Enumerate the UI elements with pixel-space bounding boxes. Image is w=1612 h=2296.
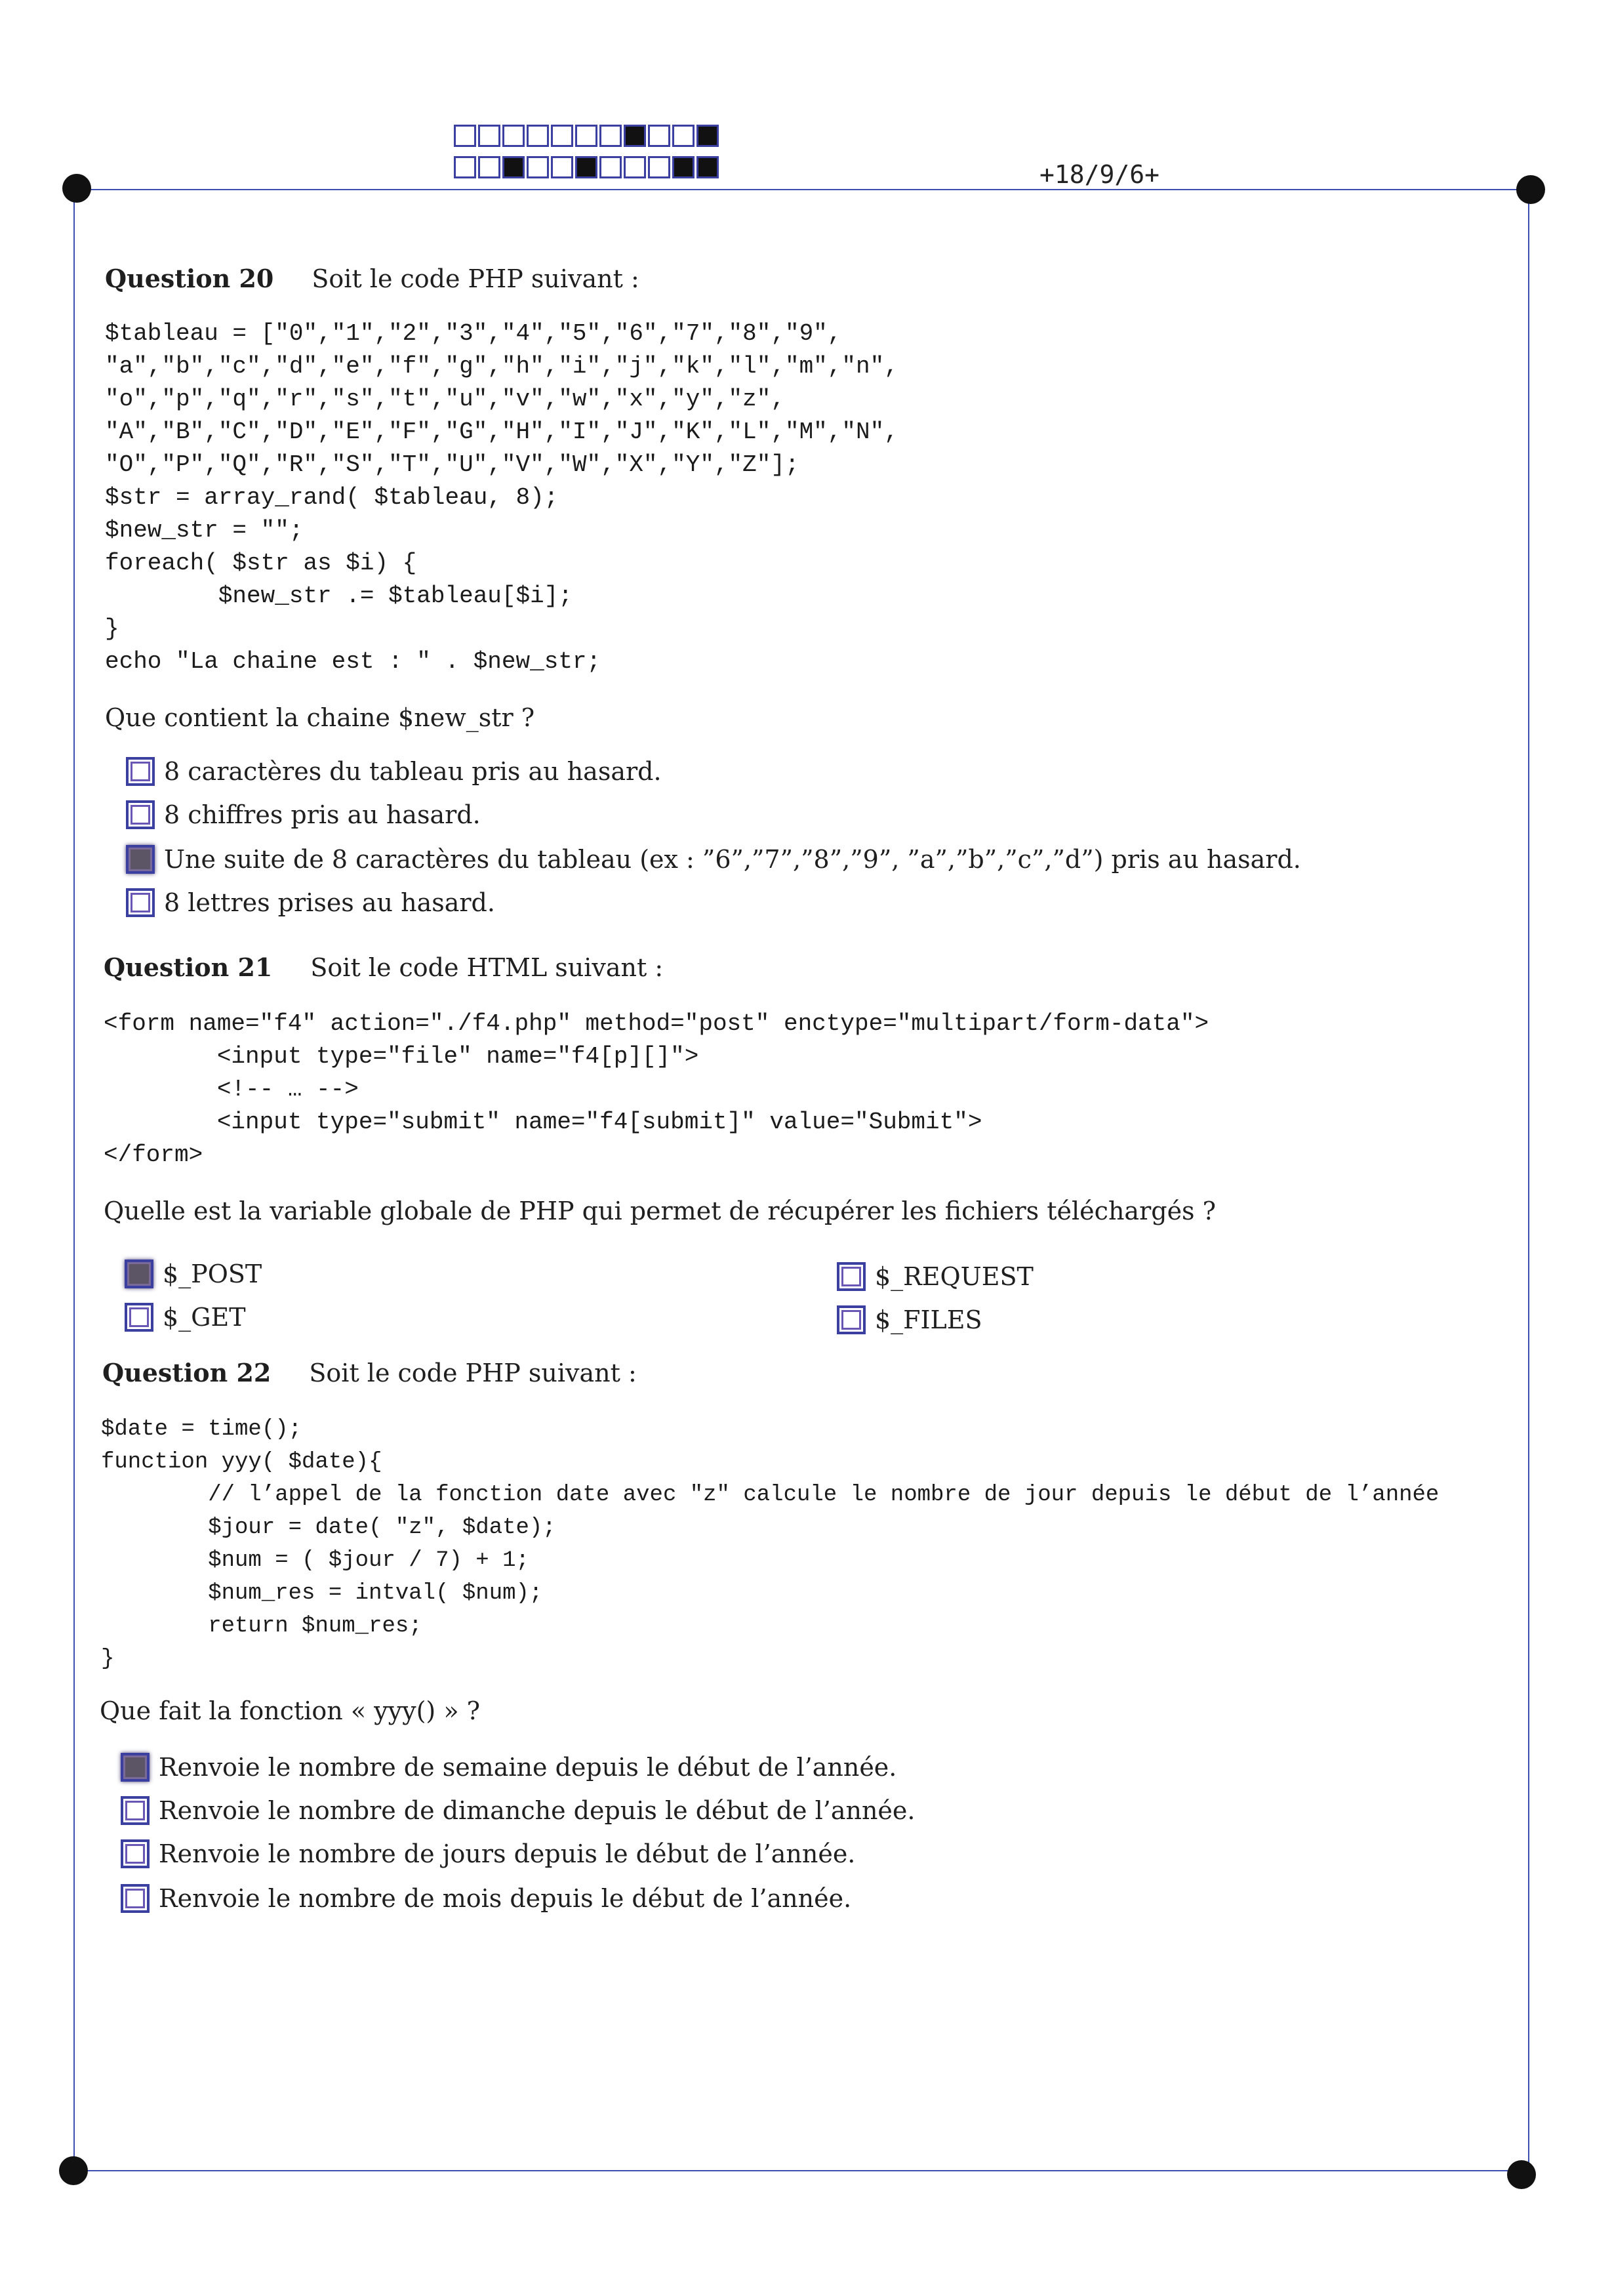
barcode-cell: [696, 125, 719, 147]
barcode-cell: [672, 156, 695, 178]
q20-option-4[interactable]: [126, 888, 495, 917]
q20-option-3[interactable]: [126, 845, 1301, 874]
q20-option-2[interactable]: [126, 800, 481, 829]
barcode-cell: [624, 156, 646, 178]
question-20-code: $tableau = ["0","1","2","3","4","5","6","7","8","9", "a","b","c","d","e","f","g","h","i","j","k","l","m","n", "o","p","q","r","s","t","u","v","w","x","y","z", "A","B","C","D","E","F","G","H","I","J","K","L","M","N", "O","P","Q","R","S","T","U","V","W","X","Y","Z"]; $str = array_rand( $tableau, 8); $new_str = ""; foreach( $str as $i) { $new_str .= $tableau[$i]; } echo "La chaine est : " . $new_str;: [105, 320, 898, 675]
q21-option-1[interactable]: [125, 1260, 262, 1288]
checkbox[interactable]: [126, 888, 155, 917]
barcode-cell: [648, 156, 670, 178]
barcode-cell: [575, 125, 597, 147]
checkbox[interactable]: [125, 1260, 153, 1288]
q22-option-4[interactable]: [121, 1884, 851, 1913]
checkbox[interactable]: [126, 757, 155, 786]
barcode-cell: [502, 125, 525, 147]
question-intro: Soit le code PHP suivant :: [312, 264, 639, 293]
option-label: 8 lettres prises au hasard.: [164, 888, 495, 917]
checkbox[interactable]: [121, 1753, 150, 1782]
barcode-cell: [599, 125, 622, 147]
question-number: Question 22: [102, 1358, 272, 1387]
barcode-cell: [672, 125, 695, 147]
barcode-cell: [502, 156, 525, 178]
barcode-cell: [454, 156, 476, 178]
question-22-prompt: Que fait la fonction « yyy() » ?: [100, 1696, 481, 1725]
checkbox[interactable]: [121, 1796, 150, 1825]
question-20-prompt: Que contient la chaine $new_str ?: [105, 703, 535, 732]
barcode-cell: [624, 125, 646, 147]
barcode-cell: [575, 156, 597, 178]
option-label: 8 chiffres pris au hasard.: [164, 800, 481, 829]
barcode-cell: [527, 125, 549, 147]
q21-option-2[interactable]: [125, 1303, 246, 1332]
option-label: Renvoie le nombre de dimanche depuis le début de l’année.: [159, 1796, 916, 1825]
option-label: Une suite de 8 caractères du tableau (ex : ”6”,”7”,”8”,”9”, ”a”,”b”,”c”,”d”) pris au hasard.: [164, 845, 1301, 874]
barcode-cell: [551, 125, 573, 147]
option-label: Renvoie le nombre de mois depuis le début de l’année.: [159, 1884, 852, 1913]
q22-option-3[interactable]: [121, 1839, 855, 1868]
question-21-code: <form name="f4" action="./f4.php" method="post" enctype="multipart/form-data"> <input type="file" name="f4[p][]"> <!-- … --> <input type="submit" name="f4[submit]" value="Submit"> </form>: [104, 1010, 1209, 1168]
question-21-heading: [104, 953, 663, 982]
barcode-cell: [599, 156, 622, 178]
option-label: $_REQUEST: [875, 1262, 1034, 1291]
checkbox[interactable]: [125, 1303, 153, 1332]
option-label: $_FILES: [875, 1305, 982, 1334]
page-code-row-2: [454, 156, 721, 178]
question-21-prompt: Quelle est la variable globale de PHP qui permet de récupérer les fichiers téléchargés ?: [104, 1197, 1217, 1225]
option-label: $_POST: [163, 1260, 262, 1288]
registration-mark-top-right: [1516, 175, 1545, 204]
checkbox[interactable]: [121, 1839, 150, 1868]
registration-mark-bottom-left: [59, 2156, 88, 2185]
barcode-cell: [527, 156, 549, 178]
question-number: Question 20: [105, 264, 274, 293]
option-label: Renvoie le nombre de jours depuis le début de l’année.: [159, 1839, 856, 1868]
checkbox[interactable]: [121, 1884, 150, 1913]
page-id: +18/9/6+: [1039, 160, 1160, 189]
option-label: 8 caractères du tableau pris au hasard.: [164, 757, 662, 786]
barcode-cell: [478, 125, 500, 147]
page-code-row-1: [454, 125, 721, 147]
question-22-code: $date = time(); function yyy( $date){ // l’appel de la fonction date avec "z" calcule le nombre de jour depuis le début de l’année $jour = date( "z", $date); $num = ( $jour / 7) + 1; $num_res = intval( $num); return $num_res; }: [101, 1417, 1440, 1671]
barcode-cell: [696, 156, 719, 178]
checkbox[interactable]: [126, 845, 155, 874]
q22-option-2[interactable]: [121, 1796, 915, 1825]
checkbox[interactable]: [837, 1305, 866, 1334]
barcode-cell: [454, 125, 476, 147]
question-20-heading: [105, 264, 639, 293]
question-22-heading: [102, 1358, 637, 1387]
question-number: Question 21: [104, 953, 273, 982]
option-label: $_GET: [163, 1303, 246, 1332]
registration-mark-top-left: [62, 174, 91, 203]
checkbox[interactable]: [837, 1262, 866, 1291]
question-intro: Soit le code HTML suivant :: [310, 953, 664, 982]
question-intro: Soit le code PHP suivant :: [309, 1359, 637, 1387]
q21-option-4[interactable]: [837, 1305, 982, 1334]
q22-option-1[interactable]: [121, 1753, 897, 1782]
barcode-cell: [551, 156, 573, 178]
barcode-cell: [478, 156, 500, 178]
registration-mark-bottom-right: [1507, 2160, 1536, 2189]
option-label: Renvoie le nombre de semaine depuis le début de l’année.: [159, 1753, 897, 1782]
q21-option-3[interactable]: [837, 1262, 1034, 1291]
checkbox[interactable]: [126, 800, 155, 829]
barcode-cell: [648, 125, 670, 147]
q20-option-1[interactable]: [126, 757, 662, 786]
